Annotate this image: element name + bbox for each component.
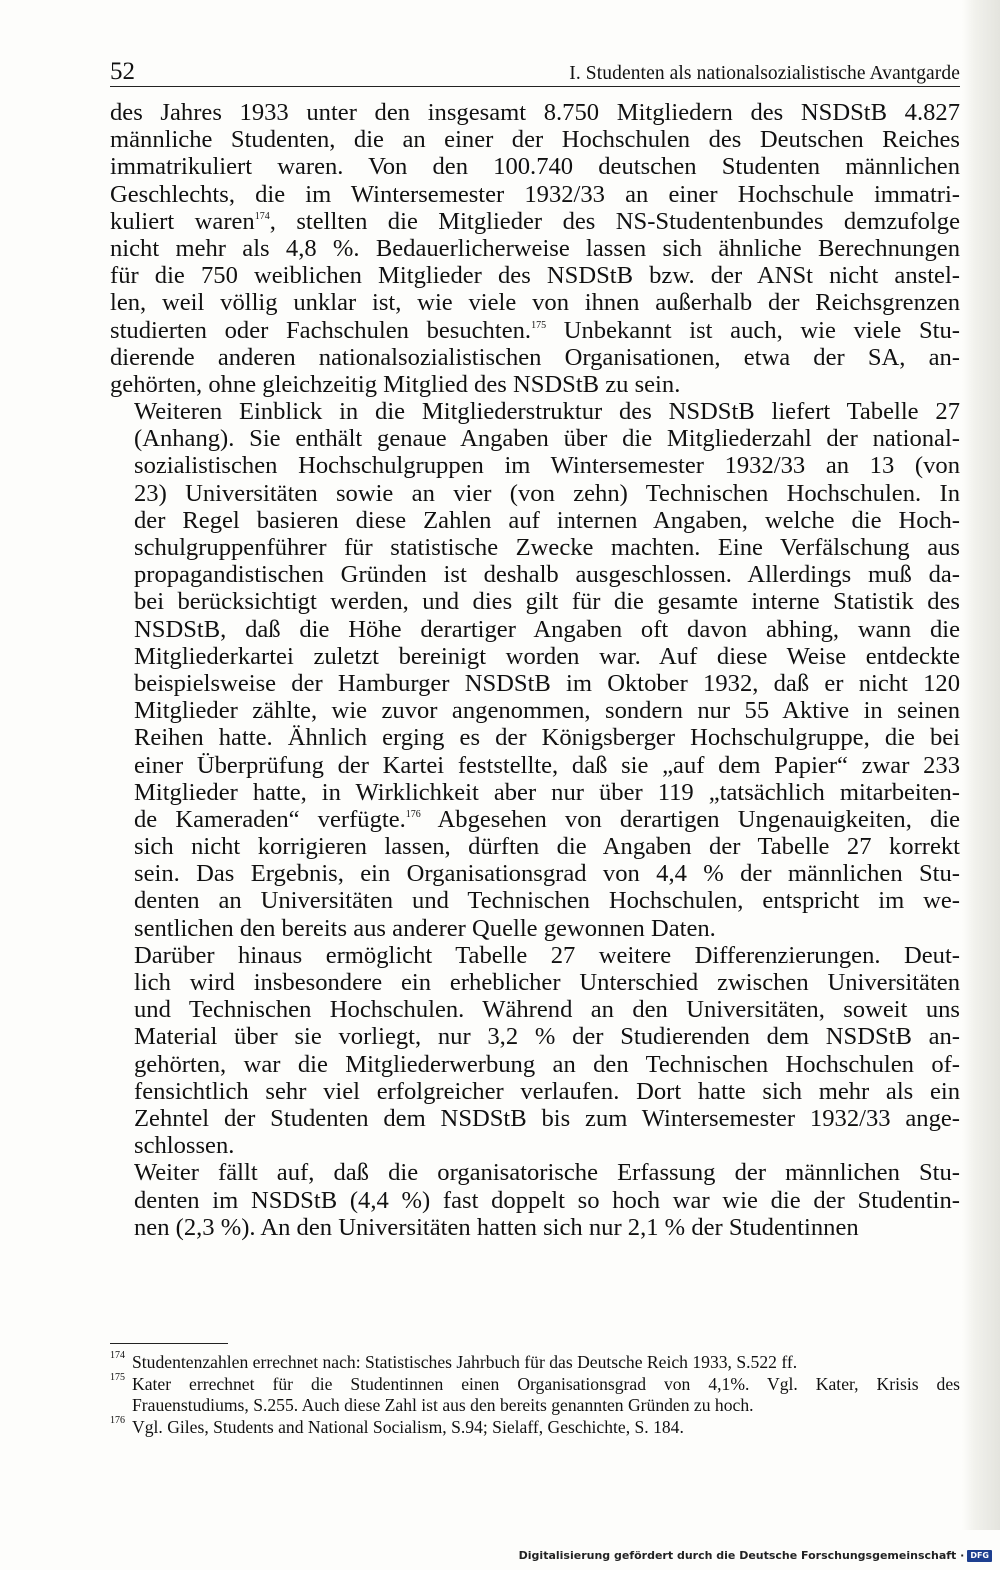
footnote-line: Studentenzahlen errechnet nach: Statistisches Jahrbuch für das Deutsche Reich 1933, S.522 ff. [132,1352,798,1372]
text-line: sich nicht korrigieren lassen, dürften die Angaben der Tabelle 27 korrekt [134,833,960,861]
digitization-credit [519,1549,992,1562]
text-line: len, weil völlig unklar ist, wie viele von ihnen außerhalb der Reichsgrenzen [110,289,960,317]
text-line: männliche Studenten, die an einer der Hochschulen des Deutschen Reiches [110,126,960,154]
text-line: nen (2,3 %). An den Universitäten hatten sich nur 2,1 % der Studentinnen [134,1213,859,1241]
running-header [110,52,960,87]
text-line: der Regel basieren diese Zahlen auf internen Angaben, welche die Hoch- [134,506,960,534]
footnote [110,1371,960,1417]
text-line: schulgruppenführer für statistische Zwecke machten. Eine Verfälschung aus [134,534,960,561]
text-line: Mitglieder hatte, in Wirklichkeit aber nur über 119 „tatsächlich mitarbeiten- [134,778,960,806]
running-title: I. Studenten als nationalsozialistische Avantgarde [569,62,960,84]
text-line: und Technischen Hochschulen. Während an den Universitäten, soweit uns [134,996,960,1024]
text-line: für die 750 weiblichen Mitglieder des NSDStB bzw. der ANSt nicht anstel- [110,262,960,290]
paragraph [110,942,960,1160]
credit-text: Digitalisierung gefördert durch die Deutsche Forschungsgemeinschaft · [518,1549,965,1562]
text-line: Weiteren Einblick in die Mitgliederstruktur des NSDStB liefert Tabelle 27 [134,398,960,426]
footnotes [110,1352,960,1438]
text-line: sentlichen den bereits aus anderer Quelle gewonnen Daten. [134,914,716,942]
text-line: Darüber hinaus ermöglicht Tabelle 27 weitere Differenzierungen. Deut- [134,941,960,969]
text-line: Mitglieder zählte, wie zuvor angenommen, sondern nur 55 Aktive in seinen [134,697,960,725]
text-line: des Jahres 1933 unter den insgesamt 8.750 Mitgliedern des NSDStB 4.827 [110,99,960,126]
text-line: einer Überprüfung der Kartei feststellte, daß sie „auf dem Papier“ zwar 233 [134,751,960,779]
text-line: dierende anderen nationalsozialistischen Organisationen, etwa der SA, an- [110,343,960,371]
text-line: Mitgliederkartei zuletzt bereinigt worden war. Auf diese Weise entdeckte [134,642,960,670]
footnote-marker: 175 [110,1371,125,1383]
text-line: 23) Universitäten sowie an vier (von zehn) Technischen Hochschulen. In [134,479,960,507]
page-edge-shadow [962,0,1000,1530]
text-line: studierten oder Fachschulen besuchten.$^{175}$ Unbekannt ist auch, wie viele Stu- [110,316,960,344]
footnote-rule [110,1343,228,1344]
footnote [110,1414,960,1439]
footnote-marker: 174 [110,1350,125,1361]
footnote-line: Vgl. Giles, Students and National Socialism, S.94; Sielaff, Geschichte, S. 184. [132,1416,684,1437]
text-line: propagandistischen Gründen ist deshalb ausgeschlossen. Allerdings muß da- [134,561,960,589]
text-line: de Kameraden“ verfügte.$^{176}$ Abgesehen von derartigen Ungenauigkeiten, die [134,805,960,833]
text-line: sein. Das Ergebnis, ein Organisationsgrad von 4,4 % der männlichen Stu- [134,860,960,888]
text-line: denten im NSDStB (4,4 %) fast doppelt so hoch war wie die der Studentin- [134,1186,960,1214]
text-line: schlossen. [134,1132,235,1160]
text-line: Geschlechts, die im Wintersemester 1932/33 an einer Hochschule immatri- [110,180,960,208]
text-line: bei berücksichtigt werden, und dies gilt für die gesamte interne Statistik des [134,588,960,616]
text-line: beispielsweise der Hamburger NSDStB im Oktober 1932, daß er nicht 120 [134,669,960,697]
text-line: Reihen hatte. Ähnlich erging es der Königsberger Hochschulgruppe, die bei [134,724,960,752]
text-line: gehörten, ohne gleichzeitig Mitglied des NSDStB zu sein. [110,370,681,398]
footnote-reference: 175 [531,319,547,331]
footnote-marker: 176 [110,1414,125,1426]
page-number: 52 [110,58,135,85]
text-line: Material über sie vorliegt, nur 3,2 % der Studierenden dem NSDStB an- [134,1023,960,1051]
text-line: immatrikuliert waren. Von den 100.740 deutschen Studenten männlichen [110,153,960,181]
footnote-line: Kater errechnet für die Studentinnen einen Organisationsgrad von 4,1%. Vgl. Kater, Krisis des [132,1373,960,1394]
paragraph [110,1159,960,1241]
footnote [110,1352,960,1374]
footnote-line: Frauenstudiums, S.255. Auch diese Zahl ist aus den bereits genannten Gründen zu hoch. [132,1395,754,1415]
footnote-reference: 176 [405,808,421,820]
dfg-logo: DFG [967,1550,992,1562]
text-line: sozialistischen Hochschulgruppen im Wintersemester 1932/33 an 13 (von [134,452,960,480]
text-line: kuliert waren$^{174}$, stellten die Mitglieder des NS-Studentenbundes demzufolge [110,207,960,235]
text-line: denten an Universitäten und Technischen Hochschulen, entspricht im we- [134,887,960,915]
text-line: nicht mehr als 4,8 %. Bedauerlicherweise lassen sich ähnliche Berechnungen [110,234,960,262]
text-line: fensichtlich sehr viel erfolgreicher verlaufen. Dort hatte sich mehr als ein [134,1077,960,1105]
text-line: Weiter fällt auf, daß die organisatorische Erfassung der männlichen Stu- [134,1159,960,1187]
text-line: gehörten, war die Mitgliederwerbung an den Technischen Hochschulen of- [134,1050,960,1078]
paragraph [110,99,960,398]
text-line: lich wird insbesondere ein erheblicher Unterschied zwischen Universitäten [134,969,960,996]
paragraph [110,398,960,942]
text-line: NSDStB, daß die Höhe derartiger Angaben oft davon abhing, wann die [134,615,960,643]
footnote-reference: 174 [254,210,270,222]
body-text [110,99,960,1241]
text-line: (Anhang). Sie enthält genaue Angaben über die Mitgliederzahl der national- [134,425,960,453]
text-line: Zehntel der Studenten dem NSDStB bis zum Wintersemester 1932/33 ange- [134,1104,960,1132]
